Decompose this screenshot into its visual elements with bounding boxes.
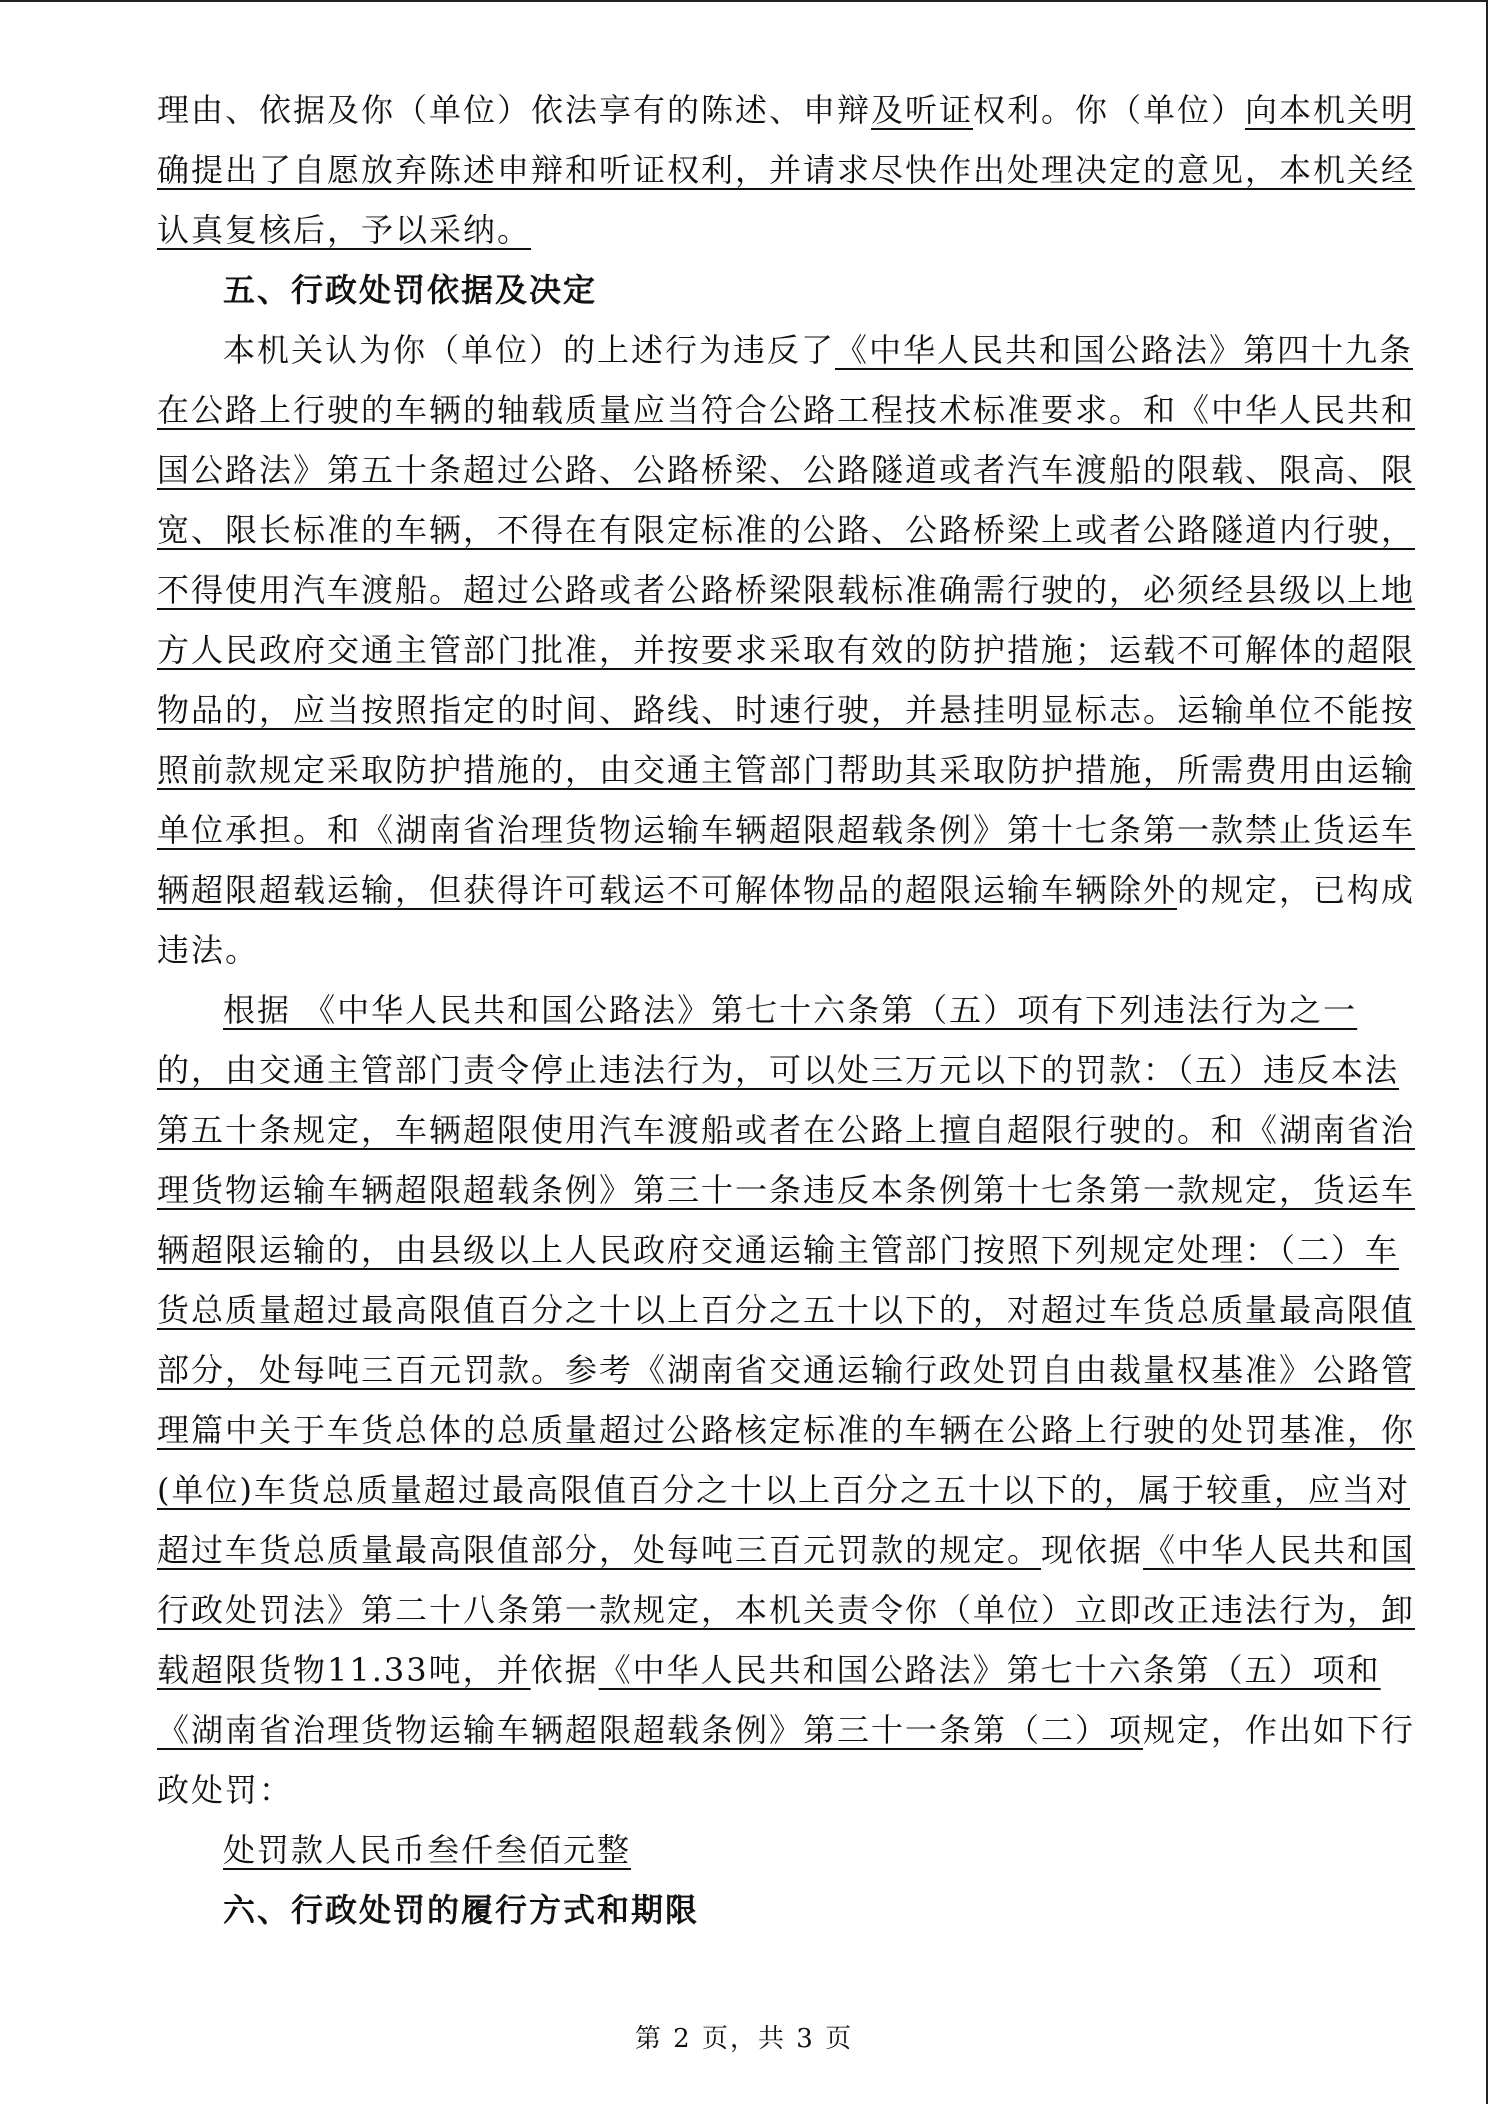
text-segment: 本机关认为你（单位）的上述行为违反了	[223, 331, 836, 369]
document-body	[157, 80, 1416, 1940]
text-line	[157, 200, 1405, 260]
text-segment: 政处罚：	[157, 1771, 294, 1809]
text-line	[157, 740, 1416, 800]
text-line	[157, 1040, 1405, 1100]
text-line	[157, 1100, 1416, 1160]
underlined-text: 《中华人民共和国	[1143, 1531, 1416, 1569]
text-line	[157, 1460, 1410, 1520]
text-line	[157, 560, 1416, 620]
text-line	[157, 800, 1416, 860]
text-line	[157, 500, 1416, 560]
underlined-text: 辆超限运输的，由县级以上人民政府交通运输主管部门按照下列规定处理：（二）车	[157, 1231, 1400, 1269]
section-heading-6: 六、行政处罚的履行方式和期限	[223, 1891, 700, 1929]
text-line	[157, 620, 1416, 680]
underlined-text: 照前款规定采取防护措施的，由交通主管部门帮助其采取防护措施，所需费用由运输	[157, 751, 1416, 789]
text-line	[157, 920, 1405, 980]
underlined-text: 《中华人民共和国公路法》第七十六条第（五）项和	[598, 1651, 1381, 1689]
text-line	[157, 1160, 1416, 1220]
text-line	[157, 380, 1416, 440]
text-line	[157, 80, 1416, 140]
underlined-text: 及听证	[871, 91, 974, 129]
underlined-text: 不得使用汽车渡船。超过公路或者公路桥梁限载标准确需行驶的，必须经县级以上地	[157, 571, 1416, 609]
underlined-text: 理篇中关于车货总体的总质量超过公路核定标准的车辆在公路上行驶的处罚基准，你	[157, 1411, 1416, 1449]
underlined-text: 向本机关明	[1245, 91, 1416, 129]
text-line	[157, 1640, 1405, 1700]
underlined-text: 部分，处每吨三百元罚款。参考《湖南省交通运输行政处罚自由裁量权基准》公路管	[157, 1351, 1416, 1389]
text-line	[157, 1580, 1416, 1640]
underlined-text: 单位承担。和《湖南省治理货物运输车辆超限超载条例》第十七条第一款禁止货运车	[157, 811, 1416, 849]
underlined-text: 货总质量超过最高限值百分之十以上百分之五十以下的，对超过车货总质量最高限值	[157, 1291, 1416, 1329]
text-line	[157, 980, 1405, 1040]
text-line	[157, 1520, 1416, 1580]
underlined-text: 根据 《中华人民共和国公路法》第七十六条第（五）项有下列违法行为之一	[223, 991, 1358, 1029]
text-segment: 依据	[530, 1651, 599, 1689]
text-segment: 规定，作出如下行	[1143, 1711, 1416, 1749]
underlined-text: 的，由交通主管部门责令停止违法行为，可以处三万元以下的罚款：（五）违反本法	[157, 1051, 1400, 1089]
text-segment: 现依据	[1041, 1531, 1144, 1569]
penalty-amount	[157, 1820, 1405, 1880]
text-segment: 的规定，已构成	[1177, 871, 1416, 909]
text-line	[157, 860, 1416, 920]
underlined-text: 第五十条规定，车辆超限使用汽车渡船或者在公路上擅自超限行驶的。和《湖南省治	[157, 1111, 1416, 1149]
underlined-text: 物品的，应当按照指定的时间、路线、时速行驶，并悬挂明显标志。运输单位不能按	[157, 691, 1416, 729]
text-line	[157, 1220, 1405, 1280]
text-line	[157, 680, 1416, 740]
underlined-text: 理货物运输车辆超限超载条例》第三十一条违反本条例第十七条第一款规定，货运车	[157, 1171, 1416, 1209]
underlined-text: 辆超限超载运输，但获得许可载运不可解体物品的超限运输车辆除外	[157, 871, 1178, 909]
text-line	[157, 1340, 1416, 1400]
underlined-text: 《湖南省治理货物运输车辆超限超载条例》第三十一条第（二）项	[157, 1711, 1144, 1749]
text-line	[157, 1280, 1416, 1340]
underlined-text: 在公路上行驶的车辆的轴载质量应当符合公路工程技术标准要求。和《中华人民共和	[157, 391, 1416, 429]
underlined-text: 超过车货总质量最高限值部分，处每吨三百元罚款的规定。	[157, 1531, 1042, 1569]
page-number-footer: 第 2 页，共 3 页	[634, 2024, 854, 2054]
text-segment: 理由、依据及你（单位）依法享有的陈述、申辩	[157, 91, 872, 129]
section-heading-5: 五、行政处罚依据及决定	[223, 271, 598, 309]
underlined-text: 认真复核后，予以采纳。	[157, 211, 532, 249]
text-segment: 权利。你（单位）	[973, 91, 1246, 129]
text-line	[157, 320, 1414, 380]
underlined-text: (单位)车货总质量超过最高限值百分之十以上百分之五十以下的，属于较重，应当对	[157, 1471, 1410, 1509]
text-segment: 违法。	[157, 931, 260, 969]
underlined-text: 确提出了自愿放弃陈述申辩和听证权利，并请求尽快作出处理决定的意见，本机关经	[157, 151, 1416, 189]
underlined-text: 方人民政府交通主管部门批准，并按要求采取有效的防护措施；运载不可解体的超限	[157, 631, 1416, 669]
text-line	[157, 140, 1416, 200]
underlined-text: 行政处罚法》第二十八条第一款规定，本机关责令你（单位）立即改正违法行为，卸	[157, 1591, 1416, 1629]
text-line	[157, 1700, 1416, 1760]
underlined-text: 宽、限长标准的车辆，不得在有限定标准的公路、公路桥梁上或者公路隧道内行驶，	[157, 511, 1416, 549]
underlined-text: 《中华人民共和国公路法》第四十九条	[835, 331, 1414, 369]
underlined-text: 处罚款人民币叁仟叁佰元整	[223, 1831, 632, 1869]
text-line	[157, 1400, 1416, 1460]
text-line	[157, 1760, 1405, 1820]
underlined-text: 国公路法》第五十条超过公路、公路桥梁、公路隧道或者汽车渡船的限载、限高、限	[157, 451, 1416, 489]
text-line	[157, 440, 1416, 500]
underlined-text: 载超限货物11.33吨，并	[157, 1651, 531, 1689]
